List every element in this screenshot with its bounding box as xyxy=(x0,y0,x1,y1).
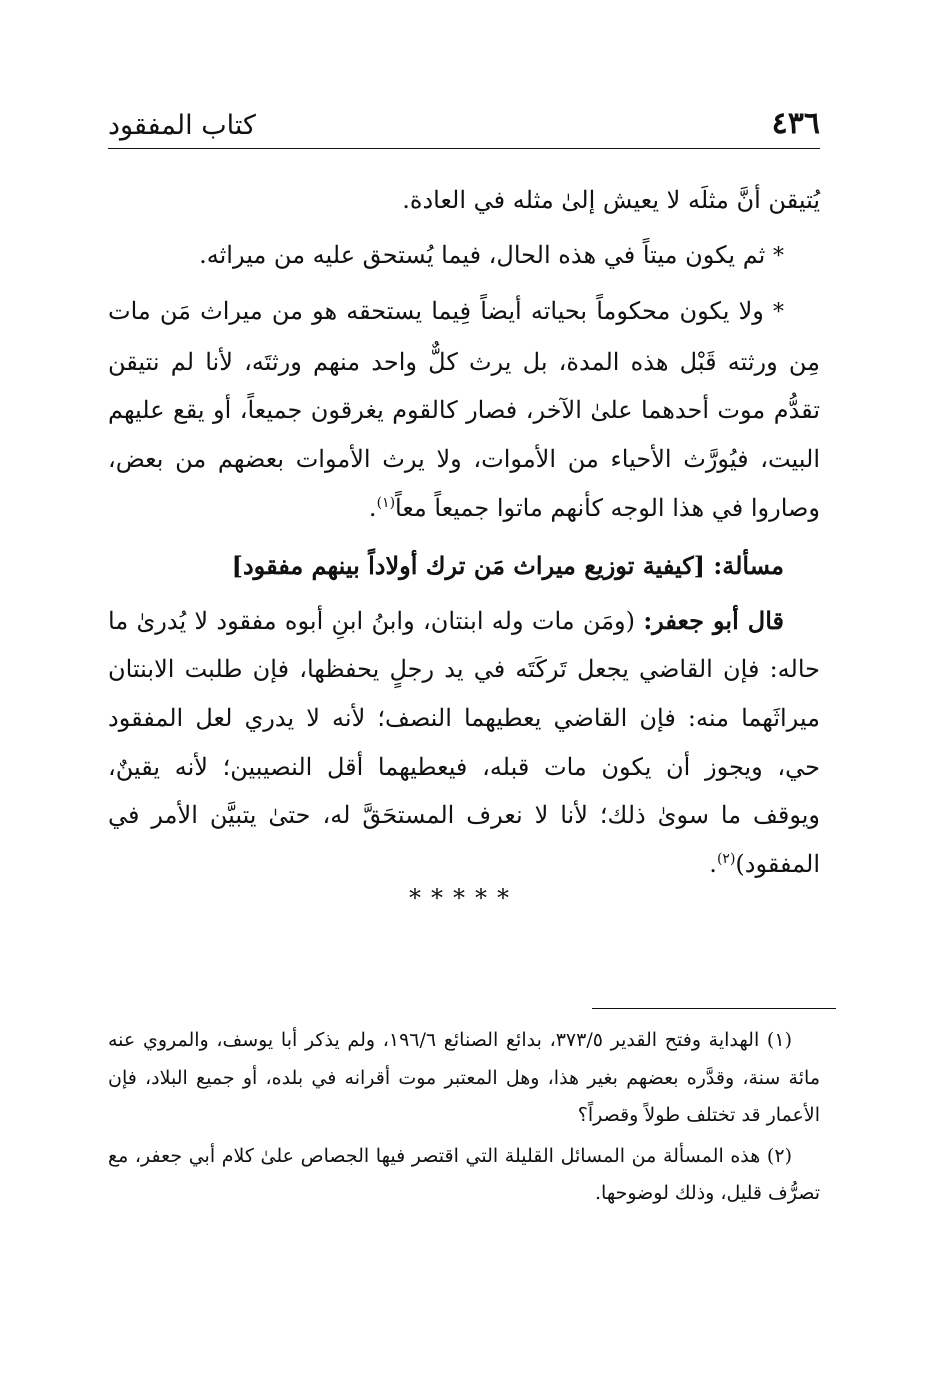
asterisk-marker: * xyxy=(773,300,784,326)
issue-heading: مسألة: [كيفية توزيع ميراث مَن ترك أولاداً بينهم مفقود] xyxy=(231,551,784,581)
section-separator: ***** xyxy=(409,884,519,912)
footnote-divider xyxy=(592,1008,836,1009)
main-text xyxy=(108,176,820,888)
footnote-reference-1[interactable]: (١) xyxy=(376,494,396,511)
running-title: كتاب المفقود xyxy=(108,110,256,141)
speaker-label: قال أبو جعفر: xyxy=(643,605,784,635)
paragraph-end-mark: . xyxy=(368,493,377,522)
paragraph-dead-ruling xyxy=(108,231,820,282)
paragraph-continuation xyxy=(108,176,820,225)
paragraph-abu-jafar-text: (ومَن مات وله ابنتان، وابنُ ابنِ أبوه مفقود لا يُدرىٰ ما حاله: فإن القاضي يجعل تَركَتَه في يد رجلٍ يحفظها، فإن طلبت الابنتان ميراثَهما منه: فإن القاضي يعطيهما النصف؛ لأنه لا يدري لعل المفقود حي، ويجوز أن يكون مات قبله، فيعطيهما أقل النصيبين؛ لأنه يقينٌ، ويوقف ما سوىٰ ذلك؛ لأنا لا نعرف المستحَقَّ له، حتىٰ يتبيَّن الأمر في المفقود) xyxy=(108,606,820,878)
footnote-2: (٢) هذه المسألة من المسائل القليلة التي اقتصر فيها الجصاص علىٰ كلام أبي جعفر، مع تصرُّف قليل، وذلك لوضوحها. xyxy=(108,1144,820,1204)
footnote-reference-2[interactable]: (٢) xyxy=(716,850,736,867)
page-header xyxy=(108,100,820,149)
page-number: ٤٣٦ xyxy=(771,106,820,141)
footnotes xyxy=(108,1022,820,1213)
paragraph-dead-ruling-text: ثم يكون ميتاً في هذه الحال، فيما يُستحق عليه من ميراثه. xyxy=(199,240,773,269)
paragraph-inheritance-ruling xyxy=(108,287,820,532)
footnote-1: (١) الهداية وفتح القدير ٣٧٣/٥، بدائع الصنائع ١٩٦/٦، ولم يذكر أبا يوسف، والمروي عنه مائة سنة، وقدَّره بعضهم بغير هذا، وهل المعتبر موت أقرانه في بلده، أو جميع البلاد، فإن الأعمار قد تختلف طولاً وقصراً؟ xyxy=(108,1029,820,1126)
asterisk-marker: * xyxy=(773,243,784,269)
paragraph-continuation-text: يُتيقن أنَّ مثلَه لا يعيش إلىٰ مثله في العادة. xyxy=(402,186,820,214)
paragraph-end-mark: . xyxy=(709,849,717,878)
paragraph-abu-jafar xyxy=(108,597,820,889)
paragraph-inheritance-ruling-text: ولا يكون محكوماً بحياته أيضاً فِيما يستحقه هو من ميراث مَن مات مِن ورثته قَبْل هذه المدة، بل يرث كلٌّ واحد منهم ورثتَه، لأنا لم نتيقن تقدُّم موت أحدهما علىٰ الآخر، فصار كالقوم يغرقون جميعاً، أو يقع عليهم البيت، فيُورَّث الأحياء من الأموات، ولا يرث الأموات بعضهم من بعض، وصاروا في هذا الوجه كأنهم ماتوا جميعاً معاً xyxy=(108,297,820,522)
